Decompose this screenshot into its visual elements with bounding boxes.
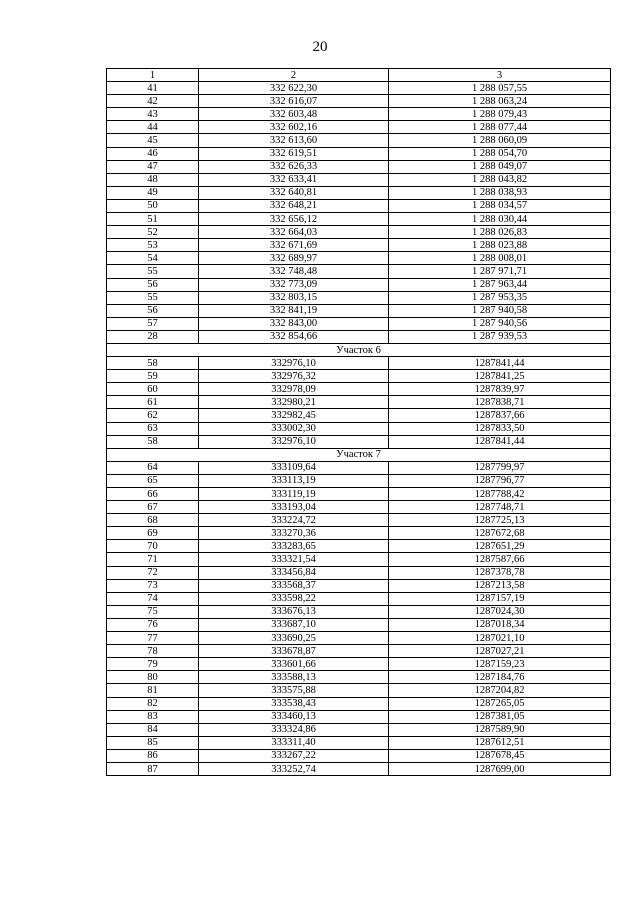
x-coordinate-cell: 333568,37 <box>199 579 389 592</box>
y-coordinate-cell: 1 288 054,70 <box>389 147 611 160</box>
section-title: Участок 6 <box>107 343 611 356</box>
header-cell-point: 1 <box>107 69 199 82</box>
x-coordinate-cell: 333321,54 <box>199 553 389 566</box>
y-coordinate-cell: 1287837,66 <box>389 409 611 422</box>
y-coordinate-cell: 1287838,71 <box>389 396 611 409</box>
y-coordinate-cell: 1 288 034,57 <box>389 199 611 212</box>
y-coordinate-cell: 1287678,45 <box>389 749 611 762</box>
point-number-cell: 72 <box>107 566 199 579</box>
y-coordinate-cell: 1 287 953,35 <box>389 291 611 304</box>
x-coordinate-cell: 332980,21 <box>199 396 389 409</box>
table-row <box>107 330 611 343</box>
table-row <box>107 540 611 553</box>
point-number-cell: 86 <box>107 749 199 762</box>
point-number-cell: 66 <box>107 488 199 501</box>
table-row <box>107 605 611 618</box>
section-title: Участок 7 <box>107 448 611 461</box>
x-coordinate-cell: 333676,13 <box>199 605 389 618</box>
table-row <box>107 186 611 199</box>
y-coordinate-cell: 1287018,34 <box>389 618 611 631</box>
point-number-cell: 58 <box>107 357 199 370</box>
x-coordinate-cell: 333324,86 <box>199 723 389 736</box>
y-coordinate-cell: 1 288 063,24 <box>389 95 611 108</box>
table-row <box>107 723 611 736</box>
table-row <box>107 134 611 147</box>
point-number-cell: 28 <box>107 330 199 343</box>
point-number-cell: 64 <box>107 461 199 474</box>
x-coordinate-cell: 333224,72 <box>199 514 389 527</box>
y-coordinate-cell: 1 288 079,43 <box>389 108 611 121</box>
y-coordinate-cell: 1287788,42 <box>389 488 611 501</box>
y-coordinate-cell: 1287839,97 <box>389 383 611 396</box>
table-row <box>107 658 611 671</box>
table-row <box>107 461 611 474</box>
table-row <box>107 710 611 723</box>
y-coordinate-cell: 1287159,23 <box>389 658 611 671</box>
table-row <box>107 317 611 330</box>
point-number-cell: 55 <box>107 291 199 304</box>
point-number-cell: 57 <box>107 317 199 330</box>
point-number-cell: 52 <box>107 226 199 239</box>
table-row <box>107 173 611 186</box>
y-coordinate-cell: 1287841,44 <box>389 357 611 370</box>
x-coordinate-cell: 332 648,21 <box>199 199 389 212</box>
point-number-cell: 55 <box>107 265 199 278</box>
table-header-row <box>107 69 611 82</box>
table-row <box>107 671 611 684</box>
table-row <box>107 527 611 540</box>
table-row <box>107 645 611 658</box>
point-number-cell: 65 <box>107 474 199 487</box>
point-number-cell: 54 <box>107 252 199 265</box>
table-row <box>107 579 611 592</box>
point-number-cell: 61 <box>107 396 199 409</box>
x-coordinate-cell: 332 748,48 <box>199 265 389 278</box>
x-coordinate-cell: 333575,88 <box>199 684 389 697</box>
point-number-cell: 77 <box>107 632 199 645</box>
x-coordinate-cell: 332982,45 <box>199 409 389 422</box>
table-row <box>107 762 611 775</box>
x-coordinate-cell: 333002,30 <box>199 422 389 435</box>
x-coordinate-cell: 333252,74 <box>199 762 389 775</box>
section-title-row <box>107 343 611 356</box>
section-title-row <box>107 448 611 461</box>
x-coordinate-cell: 332 773,09 <box>199 278 389 291</box>
x-coordinate-cell: 333601,66 <box>199 658 389 671</box>
table-row <box>107 226 611 239</box>
table-row <box>107 239 611 252</box>
x-coordinate-cell: 332978,09 <box>199 383 389 396</box>
x-coordinate-cell: 332 843,00 <box>199 317 389 330</box>
y-coordinate-cell: 1287213,58 <box>389 579 611 592</box>
y-coordinate-cell: 1287587,66 <box>389 553 611 566</box>
table-row <box>107 514 611 527</box>
y-coordinate-cell: 1287381,05 <box>389 710 611 723</box>
table-row <box>107 566 611 579</box>
table-row <box>107 592 611 605</box>
y-coordinate-cell: 1 287 971,71 <box>389 265 611 278</box>
y-coordinate-cell: 1287748,71 <box>389 501 611 514</box>
x-coordinate-cell: 333119,19 <box>199 488 389 501</box>
table-row <box>107 501 611 514</box>
y-coordinate-cell: 1 288 038,93 <box>389 186 611 199</box>
point-number-cell: 46 <box>107 147 199 160</box>
x-coordinate-cell: 333193,04 <box>199 501 389 514</box>
y-coordinate-cell: 1287378,78 <box>389 566 611 579</box>
y-coordinate-cell: 1 288 008,01 <box>389 252 611 265</box>
table-row <box>107 304 611 317</box>
point-number-cell: 73 <box>107 579 199 592</box>
y-coordinate-cell: 1 288 030,44 <box>389 213 611 226</box>
y-coordinate-cell: 1 287 940,56 <box>389 317 611 330</box>
table-row <box>107 684 611 697</box>
x-coordinate-cell: 332 656,12 <box>199 213 389 226</box>
point-number-cell: 71 <box>107 553 199 566</box>
point-number-cell: 67 <box>107 501 199 514</box>
point-number-cell: 63 <box>107 422 199 435</box>
table-row <box>107 265 611 278</box>
table-row <box>107 422 611 435</box>
x-coordinate-cell: 332 619,51 <box>199 147 389 160</box>
table-row <box>107 396 611 409</box>
y-coordinate-cell: 1287265,05 <box>389 697 611 710</box>
point-number-cell: 87 <box>107 762 199 775</box>
y-coordinate-cell: 1287204,82 <box>389 684 611 697</box>
x-coordinate-cell: 332 616,07 <box>199 95 389 108</box>
table-row <box>107 435 611 448</box>
point-number-cell: 82 <box>107 697 199 710</box>
point-number-cell: 76 <box>107 618 199 631</box>
point-number-cell: 68 <box>107 514 199 527</box>
x-coordinate-cell: 332 671,69 <box>199 239 389 252</box>
point-number-cell: 44 <box>107 121 199 134</box>
page-number: 20 <box>312 39 328 55</box>
coordinates-table-body <box>107 69 611 776</box>
x-coordinate-cell: 333678,87 <box>199 645 389 658</box>
y-coordinate-cell: 1 288 049,07 <box>389 160 611 173</box>
y-coordinate-cell: 1 288 023,88 <box>389 239 611 252</box>
table-row <box>107 121 611 134</box>
table-row <box>107 474 611 487</box>
x-coordinate-cell: 332 602,16 <box>199 121 389 134</box>
y-coordinate-cell: 1 287 963,44 <box>389 278 611 291</box>
point-number-cell: 59 <box>107 370 199 383</box>
point-number-cell: 85 <box>107 736 199 749</box>
x-coordinate-cell: 333687,10 <box>199 618 389 631</box>
x-coordinate-cell: 332976,32 <box>199 370 389 383</box>
x-coordinate-cell: 333598,22 <box>199 592 389 605</box>
x-coordinate-cell: 333690,25 <box>199 632 389 645</box>
table-row <box>107 291 611 304</box>
y-coordinate-cell: 1287841,25 <box>389 370 611 383</box>
y-coordinate-cell: 1287021,10 <box>389 632 611 645</box>
x-coordinate-cell: 332 640,81 <box>199 186 389 199</box>
y-coordinate-cell: 1287799,97 <box>389 461 611 474</box>
y-coordinate-cell: 1287184,76 <box>389 671 611 684</box>
table-row <box>107 553 611 566</box>
point-number-cell: 43 <box>107 108 199 121</box>
point-number-cell: 47 <box>107 160 199 173</box>
table-row <box>107 95 611 108</box>
x-coordinate-cell: 332976,10 <box>199 435 389 448</box>
point-number-cell: 50 <box>107 199 199 212</box>
x-coordinate-cell: 333109,64 <box>199 461 389 474</box>
point-number-cell: 53 <box>107 239 199 252</box>
x-coordinate-cell: 333460,13 <box>199 710 389 723</box>
point-number-cell: 83 <box>107 710 199 723</box>
y-coordinate-cell: 1287699,00 <box>389 762 611 775</box>
x-coordinate-cell: 332 633,41 <box>199 173 389 186</box>
x-coordinate-cell: 332 603,48 <box>199 108 389 121</box>
point-number-cell: 79 <box>107 658 199 671</box>
table-row <box>107 409 611 422</box>
table-row <box>107 82 611 95</box>
y-coordinate-cell: 1287833,50 <box>389 422 611 435</box>
y-coordinate-cell: 1 288 043,82 <box>389 173 611 186</box>
point-number-cell: 84 <box>107 723 199 736</box>
table-row <box>107 147 611 160</box>
y-coordinate-cell: 1287612,51 <box>389 736 611 749</box>
table-row <box>107 252 611 265</box>
table-row <box>107 213 611 226</box>
x-coordinate-cell: 332 803,15 <box>199 291 389 304</box>
y-coordinate-cell: 1287024,30 <box>389 605 611 618</box>
table-row <box>107 278 611 291</box>
y-coordinate-cell: 1 288 057,55 <box>389 82 611 95</box>
point-number-cell: 48 <box>107 173 199 186</box>
y-coordinate-cell: 1287651,29 <box>389 540 611 553</box>
x-coordinate-cell: 333113,19 <box>199 474 389 487</box>
table-row <box>107 632 611 645</box>
table-row <box>107 199 611 212</box>
x-coordinate-cell: 332 689,97 <box>199 252 389 265</box>
table-row <box>107 749 611 762</box>
y-coordinate-cell: 1287796,77 <box>389 474 611 487</box>
x-coordinate-cell: 333538,43 <box>199 697 389 710</box>
table-row <box>107 697 611 710</box>
point-number-cell: 80 <box>107 671 199 684</box>
x-coordinate-cell: 332 622,30 <box>199 82 389 95</box>
y-coordinate-cell: 1 287 940,58 <box>389 304 611 317</box>
x-coordinate-cell: 332976,10 <box>199 357 389 370</box>
point-number-cell: 56 <box>107 304 199 317</box>
table-row <box>107 357 611 370</box>
table-row <box>107 488 611 501</box>
x-coordinate-cell: 332 841,19 <box>199 304 389 317</box>
header-cell-x: 2 <box>199 69 389 82</box>
table-row <box>107 370 611 383</box>
table-row <box>107 160 611 173</box>
y-coordinate-cell: 1287725,13 <box>389 514 611 527</box>
point-number-cell: 78 <box>107 645 199 658</box>
y-coordinate-cell: 1287672,68 <box>389 527 611 540</box>
point-number-cell: 56 <box>107 278 199 291</box>
y-coordinate-cell: 1 288 077,44 <box>389 121 611 134</box>
point-number-cell: 60 <box>107 383 199 396</box>
x-coordinate-cell: 333588,13 <box>199 671 389 684</box>
point-number-cell: 49 <box>107 186 199 199</box>
point-number-cell: 74 <box>107 592 199 605</box>
table-row <box>107 108 611 121</box>
x-coordinate-cell: 333456,84 <box>199 566 389 579</box>
point-number-cell: 62 <box>107 409 199 422</box>
x-coordinate-cell: 332 613,60 <box>199 134 389 147</box>
y-coordinate-cell: 1 287 939,53 <box>389 330 611 343</box>
point-number-cell: 42 <box>107 95 199 108</box>
table-row <box>107 736 611 749</box>
coordinates-table <box>106 68 611 776</box>
header-cell-y: 3 <box>389 69 611 82</box>
point-number-cell: 81 <box>107 684 199 697</box>
y-coordinate-cell: 1287157,19 <box>389 592 611 605</box>
point-number-cell: 69 <box>107 527 199 540</box>
y-coordinate-cell: 1 288 060,09 <box>389 134 611 147</box>
point-number-cell: 41 <box>107 82 199 95</box>
point-number-cell: 58 <box>107 435 199 448</box>
y-coordinate-cell: 1 288 026,83 <box>389 226 611 239</box>
table-row <box>107 618 611 631</box>
x-coordinate-cell: 333311,40 <box>199 736 389 749</box>
x-coordinate-cell: 333283,65 <box>199 540 389 553</box>
table-row <box>107 383 611 396</box>
x-coordinate-cell: 332 626,33 <box>199 160 389 173</box>
point-number-cell: 75 <box>107 605 199 618</box>
point-number-cell: 45 <box>107 134 199 147</box>
x-coordinate-cell: 332 664,03 <box>199 226 389 239</box>
point-number-cell: 51 <box>107 213 199 226</box>
y-coordinate-cell: 1287589,90 <box>389 723 611 736</box>
y-coordinate-cell: 1287841,44 <box>389 435 611 448</box>
x-coordinate-cell: 332 854,66 <box>199 330 389 343</box>
y-coordinate-cell: 1287027,21 <box>389 645 611 658</box>
point-number-cell: 70 <box>107 540 199 553</box>
x-coordinate-cell: 333270,36 <box>199 527 389 540</box>
x-coordinate-cell: 333267,22 <box>199 749 389 762</box>
